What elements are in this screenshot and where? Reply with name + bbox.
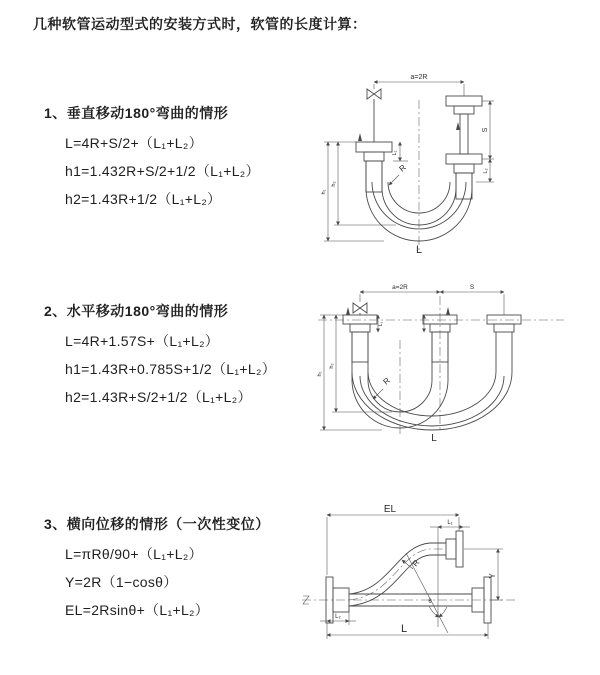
flange-left xyxy=(343,315,377,332)
section-2-heading: 2、水平移动180°弯曲的情形 xyxy=(44,303,229,319)
formula-line: h2=1.43R+S/2+1/2（L₁+L₂） xyxy=(65,389,252,405)
theta-arc-left xyxy=(429,606,439,617)
direction-arrow-icon xyxy=(358,133,362,141)
dim-l2-label: L₂ xyxy=(483,168,489,174)
hose-legs xyxy=(352,332,512,380)
section-vertical-180 xyxy=(44,103,260,218)
radius-label: R xyxy=(381,375,392,387)
formula-line: h1=1.432R+S/2+1/2（L₁+L₂） xyxy=(65,163,260,179)
dim-el-label: EL xyxy=(383,504,397,515)
theta-arc-right xyxy=(439,607,447,617)
direction-arrow-icon xyxy=(346,307,350,315)
flange-right-moved xyxy=(487,315,521,332)
dim-h2-label: h₂ xyxy=(329,363,335,369)
valve-icon xyxy=(353,303,367,313)
formula-line: h2=1.43R+1/2（L₁+L₂） xyxy=(65,191,222,207)
section-3-formulas xyxy=(65,545,270,620)
length-label: L xyxy=(431,433,437,444)
diagram-vertical-180-bend xyxy=(312,70,560,255)
dim-l1-label: L₁ xyxy=(447,520,453,526)
diagram-horizontal-180-bend xyxy=(312,282,570,444)
dim-l1-label: L₁ xyxy=(378,321,384,327)
length-label: L xyxy=(415,244,423,255)
dim-y-label: Y xyxy=(488,573,497,579)
direction-arrow-icon xyxy=(456,122,460,130)
dim-l2-label: L₂ xyxy=(335,614,341,620)
pipe-right-assembly xyxy=(446,96,482,173)
dim-h1-label: h₁ xyxy=(321,189,327,195)
formula-line: L=4R+1.57S+（L₁+L₂） xyxy=(65,333,220,349)
section-1-heading: 1、垂直移动180°弯曲的情形 xyxy=(44,105,229,121)
dim-s-label: S xyxy=(482,127,489,133)
hose-drawing xyxy=(343,303,521,430)
formula-line: EL=2Rsinθ+（L₁+L₂） xyxy=(65,602,210,618)
braid-left xyxy=(352,332,368,362)
section-horizontal-180 xyxy=(44,301,276,416)
section-3-heading: 3、横向位移的情形（一次性变位） xyxy=(44,516,270,532)
braid-left xyxy=(366,161,382,192)
dim-l1-label: L₁ xyxy=(392,150,398,156)
page-title: 几种软管运动型式的安装方式时，软管的长度计算： xyxy=(33,16,367,32)
dim-h1-label: h₁ xyxy=(317,371,323,377)
flange-left xyxy=(356,142,392,161)
hose-displaced-centerline xyxy=(349,549,446,600)
radius-label: R xyxy=(410,558,422,569)
hose-drawing xyxy=(326,531,491,623)
dim-a2r-label: a=2R xyxy=(410,74,428,81)
dim-s-label: S xyxy=(469,284,475,291)
section-1-formulas xyxy=(65,134,260,209)
dimensions xyxy=(317,284,504,444)
formula-line: L=4R+S/2+（L₁+L₂） xyxy=(65,135,203,151)
dim-h2-label: h₂ xyxy=(331,181,337,187)
formula-line: Y=2R（1−cosθ） xyxy=(65,574,178,590)
section-lateral-displacement xyxy=(44,514,270,629)
formula-line: L=πRθ/90+（L₁+L₂） xyxy=(65,546,203,562)
section-2-formulas xyxy=(65,332,276,407)
diagram-lateral-displacement xyxy=(298,503,573,653)
formula-line: h1=1.43R+0.785S+1/2（L₁+L₂） xyxy=(65,361,276,377)
direction-arrow-icon xyxy=(446,307,450,315)
valve-icon xyxy=(367,89,381,99)
length-label: L xyxy=(400,623,408,635)
theta-label: θ xyxy=(428,599,432,605)
dimensions xyxy=(320,504,503,639)
radius-label: R xyxy=(397,162,408,174)
dim-a2r-label: a=2R xyxy=(392,284,408,291)
hose-displaced-upper-wall xyxy=(349,543,446,594)
flange-right-upper xyxy=(446,531,463,567)
